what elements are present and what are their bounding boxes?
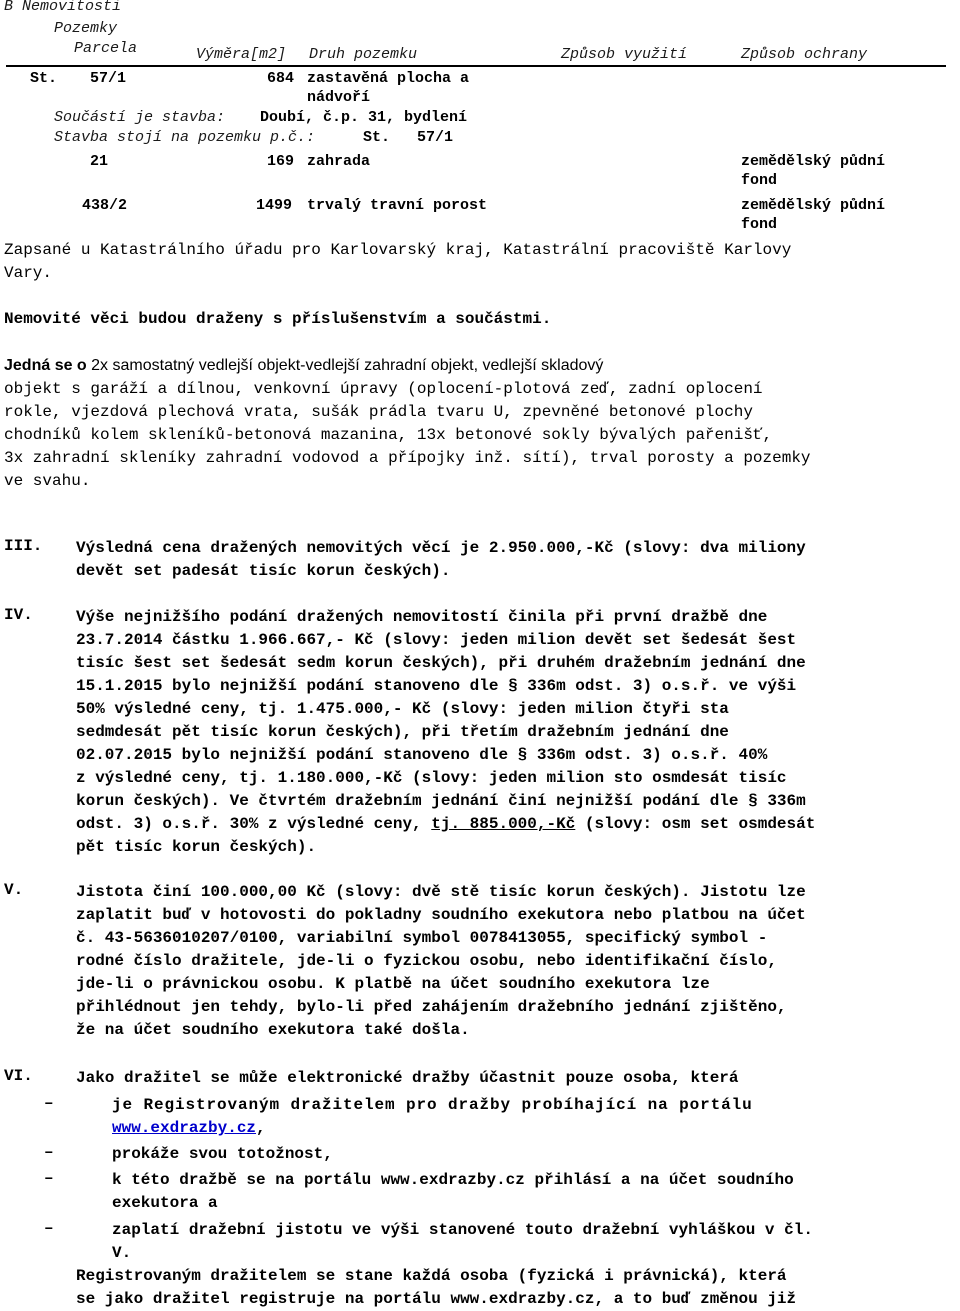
- section-vi-footer: Registrovaným dražitelem se stane každá osoba (fyzická i právnická), která se jako dražitel registruje na portálu www.exdrazby.cz, a to buď změnou již: [76, 1267, 797, 1308]
- parcel-2-protection-cont: fond: [741, 172, 778, 189]
- minimum-bid-amount: tj. 885.000,-Kč: [431, 815, 576, 833]
- header-rule: [6, 65, 946, 67]
- bullet-dash: –: [44, 1094, 54, 1112]
- col-pozemky: Pozemky: [54, 20, 118, 37]
- parcel-2-area: 169: [267, 153, 295, 170]
- parcel-1-prefix: St.: [30, 70, 58, 87]
- bullet-identity: prokáže svou totožnost,: [112, 1145, 333, 1163]
- bullet-login: k této dražbě se na portálu www.exdrazby.cz přihlásí a na účet soudního exekutora a: [112, 1171, 794, 1212]
- section-vi: [4, 1067, 956, 1307]
- exdrazby-link[interactable]: www.exdrazby.cz: [112, 1119, 257, 1137]
- description-lead: Jedná se o: [4, 357, 87, 374]
- parcel-1-type: zastavěná plocha a: [307, 70, 470, 87]
- bullet-registered: je Registrovaným dražitelem pro dražby probíhající na portálu www.exdrazby.cz,: [112, 1096, 753, 1137]
- parcel-2-type: zahrada: [307, 153, 371, 170]
- section-v-number: V.: [4, 881, 24, 899]
- section-vi-intro: Jako dražitel se může elektronické dražby účastnit pouze osoba, která: [76, 1069, 739, 1087]
- section-iii-text: Výsledná cena dražených nemovitých věcí je 2.950.000,-Kč (slovy: dva miliony devět set padesát tisíc korun českých).: [76, 539, 806, 580]
- stoji-value: St. 57/1: [363, 129, 454, 146]
- col-druh: Druh pozemku: [309, 46, 418, 63]
- description-paragraph: Jedná se o 2x samostatný vedlejší objekt-vedlejší zahradní objekt, vedlejší skladový objekt s garáží a dílnou, venkovní úpravy (oplocení-plotová zeď, zadní oplocení rokle, vjezdová plechová vrata, sušák prádla tvaru U, zpevněné betonové plochy chodníků kolem skleníků-betonová mazanina, 13x betonové sokly bývalých pařenišť, 3x zahradní skleníky zahradní vodovod a přípojky inž. sítí), trval porosty a pozemky ve svahu.: [4, 357, 811, 490]
- stavba-label: Součástí je stavba:: [54, 109, 226, 126]
- parcel-3-protection-cont: fond: [741, 216, 778, 233]
- parcel-1-area: 684: [267, 70, 295, 87]
- parcel-1-type-cont: nádvoří: [307, 89, 371, 106]
- stoji-label: Stavba stojí na pozemku p.č.:: [54, 129, 316, 146]
- section-heading: B Nemovitosti: [4, 0, 122, 15]
- registry-note: Zapsané u Katastrálního úřadu pro Karlovarský kraj, Katastrální pracoviště Karlovy Vary.: [4, 241, 792, 282]
- section-iv-text: Výše nejnižšího podání dražených nemovitostí činila při první dražbě dne 23.7.2014 částku 1.966.667,- Kč (slovy: jeden milion devět set šedesát šest tisíc šest set šedesát sedm korun českých), při druhém dražebním jednání dne 15.1.2015 bylo nejnižší podání stanoveno dle § 336m odst. 3) o.s.ř. ve výši 50% výsledné ceny, tj. 1.475.000,- Kč (slovy: jeden milion čtyři sta sedmdesát pět tisíc korun českých), při třetím dražebním jednání dne 02.07.2015 bylo nejnižší podání stanoveno dle § 336m odst. 3) o.s.ř. 40% z výsledné ceny, tj. 1.180.000,-Kč (slovy: jeden milion sto osmdesát tisíc korun českých). Ve čtvrtém dražebním jednání činí nejnižší podání dle § 336m odst. 3) o.s.ř. 30% z výsledné ceny, tj. 885.000,-Kč (slovy: osm set osmdesát pět tisíc korun českých).: [76, 608, 816, 856]
- stavba-value: Doubí, č.p. 31, bydlení: [260, 109, 468, 126]
- accessories-note: Nemovité věci budou draženy s příslušenstvím a součástmi.: [4, 310, 552, 328]
- parcel-2-protection: zemědělský půdní: [741, 153, 886, 170]
- section-iii-number: III.: [4, 537, 43, 555]
- parcel-3-area: 1499: [256, 197, 293, 214]
- bullet-dash: –: [44, 1219, 54, 1237]
- parcel-3-number: 438/2: [82, 197, 128, 214]
- section-vi-number: VI.: [4, 1067, 33, 1085]
- bullet-dash: –: [44, 1169, 54, 1187]
- col-ochrany: Způsob ochrany: [741, 46, 868, 63]
- parcel-3-protection: zemědělský půdní: [741, 197, 886, 214]
- col-vyuziti: Způsob využití: [561, 46, 688, 63]
- parcel-1-number: 57/1: [90, 70, 127, 87]
- bullet-dash: –: [44, 1143, 54, 1161]
- col-vymera: Výměra[m2]: [196, 46, 287, 63]
- section-iv-number: IV.: [4, 606, 33, 624]
- parcel-3-type: trvalý travní porost: [307, 197, 488, 214]
- bullet-deposit: zaplatí dražební jistotu ve výši stanovené touto dražební vyhláškou v čl. V.: [112, 1221, 813, 1262]
- col-parcela: Parcela: [74, 40, 138, 57]
- section-v-text: Jistota činí 100.000,00 Kč (slovy: dvě stě tisíc korun českých). Jistotu lze zaplatit buď v hotovosti do pokladny soudního exekutora nebo platbou na účet č. 43-5636010207/0100, variabilní symbol 0078413055, specifický symbol - rodné číslo dražitele, jde-li o fyzickou osobu, nebo identifikační číslo, jde-li o právnickou osobu. K platbě na účet soudního exekutora lze přihlédnout jen tehdy, bylo-li před zahájením dražebního jednání zjištěno, že na účet soudního exekutora také došla.: [76, 883, 806, 1039]
- parcel-2-number: 21: [90, 153, 109, 170]
